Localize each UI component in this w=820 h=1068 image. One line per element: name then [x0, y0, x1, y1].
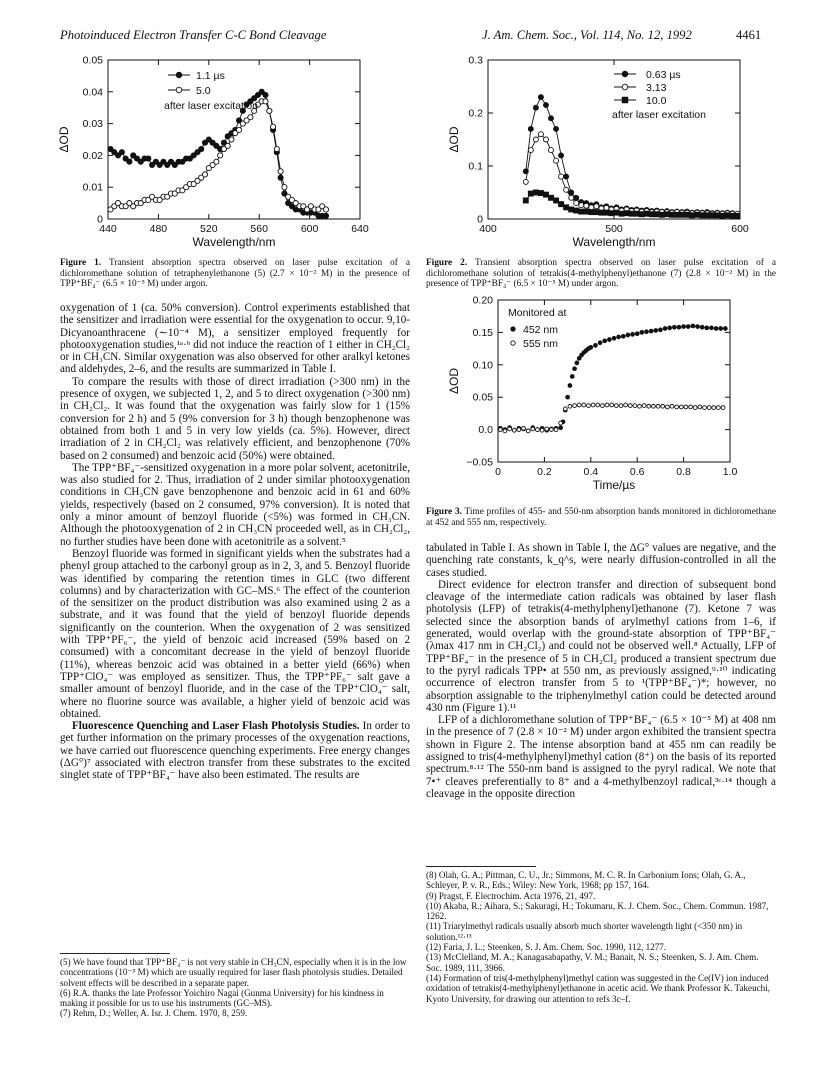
data-point [574, 201, 579, 206]
footnote: (11) Triarylmethyl radicals usually absorb much shorter wavelength light (<350 nm) in solution.¹²·¹³ [426, 921, 743, 942]
x-tick-label: 0.4 [583, 466, 599, 478]
data-point [624, 403, 628, 407]
figure-1-caption [60, 258, 410, 290]
data-point [574, 208, 579, 213]
x-tick-label: 0 [495, 466, 501, 478]
data-point [723, 327, 727, 331]
data-point [622, 97, 628, 103]
paragraph: To compare the results with those of direct irradiation (>300 nm) in the presence of oxygen, we subjected 1, 2, and 5 to direct oxygenation (>300 nm) in CH₂Cl₂. It was found that the oxygenation was fairly slow for 1 (15% conversion for 2 h) and 5 (9% conversion for 3 h) though benzophenone was obtained from both 1 and 5 in very low yields (ca. 5%). However, direct irradiation of 2 in CH₂Cl₂ was relatively efficient, and benzophenone (70% based on 2 consumed) and benzoic acid (50%) were obtained. [60, 375, 410, 462]
data-point [512, 428, 516, 432]
data-point [698, 405, 702, 409]
data-point [604, 210, 609, 215]
data-point [263, 99, 268, 104]
data-point [710, 213, 715, 218]
data-point [689, 405, 693, 409]
x-tick-label: 520 [200, 223, 218, 235]
data-point [591, 403, 595, 407]
plot-frame [488, 60, 740, 219]
y-tick-label: 0.04 [82, 86, 103, 99]
paragraph: Benzoyl fluoride was formed in significant yields when the substrates had a phenyl group attached to the carbonyl group as in 2, 3, and 5. Benzoyl fluoride was identified by comparing the retention times in GLC (two different columns) and by characterization with GC–MS.⁶ The effect of the counterion of the sensitizer on the product distribution was also examined using 2 as a substrate, and it was found that the yield of benzoyl fluoride depends significantly on the counterion. When the oxygenation of 2 was sensitized with TPP⁺PF₆⁻, the yield of benzoic acid increased (59% based on 2 consumed) with a concomitant decrease in the yield of benzoyl fluoride (11%), whereas benzoic acid was obtained in a better yield (66%) when TPP⁺ClO₄⁻ was employed as sensitizer. Thus, the TPP⁺PF₆⁻ salt gave a smaller amount of benzoyl fluoride, and in the case of the TPP⁺ClO₄⁻ salt, where no fluorine source was available, a higher yield of benzoic acid was obtained. [60, 547, 410, 720]
y-tick-label: 0.1 [468, 160, 483, 173]
legend-label: 3.13 [646, 82, 667, 94]
data-point [522, 426, 526, 430]
x-tick-label: 0.2 [537, 466, 552, 478]
y-tick-label: 0.05 [82, 54, 103, 67]
data-point [629, 211, 634, 216]
data-point [604, 205, 609, 210]
figure-3-caption-lead: Figure 3. [426, 507, 462, 517]
data-point [536, 428, 540, 432]
y-tick-label: 0.0 [478, 424, 493, 437]
data-point [695, 212, 700, 217]
x-axis-label: Wavelength/nm [192, 235, 276, 249]
data-point [554, 158, 559, 163]
data-point [605, 403, 609, 407]
footnote: (13) McClelland, M. A.; Kanagasabapathy, V. M.; Banait, N. S.; Steenken, S. J. Am. Chem. Soc. 1989, 111, 3966. [426, 952, 759, 973]
section-heading: Fluorescence Quenching and Laser Flash Photolysis Studies. [72, 720, 360, 733]
data-point [664, 212, 669, 217]
y-tick-label: 0.03 [82, 118, 103, 131]
legend-label: 0.63 µs [646, 69, 681, 81]
data-point [559, 202, 564, 207]
y-tick-label: 0.05 [472, 391, 493, 404]
data-point [517, 428, 521, 432]
left-column-body [60, 302, 410, 782]
footnote: (14) Formation of tris(4-methylphenyl)methyl cation was suggested in the Ce(IV) ion induced oxidation of tetrakis(4-methylphenyl)ethanone in acetic acid. We thank Professor K. Takeuchi, Kyoto University, for drawing our attention to refs 3c–f. [426, 972, 771, 1004]
data-point [717, 406, 721, 410]
data-point [282, 185, 287, 190]
data-point [579, 209, 584, 214]
figure-1-caption-text: Transient absorption spectra observed on laser pulse excitation of a dichloromethane solution of tetraphenylethanone (5) (2.7 × 10⁻² M) in the presence of TPP⁺BF₄⁻ (6.5 × 10⁻⁵ M) under argon. [60, 258, 410, 290]
data-point [278, 169, 283, 174]
data-point [267, 108, 272, 113]
data-point [672, 325, 676, 329]
data-point [598, 341, 602, 345]
data-point [563, 407, 567, 411]
footnote: (7) Rehm, D.; Weller, A. Isr. J. Chem. 1970, 8, 259. [60, 1008, 248, 1019]
paragraph [60, 720, 410, 781]
y-axis-label: ΔOD [57, 126, 71, 153]
data-point [543, 192, 548, 197]
data-point [270, 124, 275, 129]
x-tick-label: 600 [300, 223, 319, 235]
data-point [538, 132, 543, 137]
data-point [596, 403, 600, 407]
data-point [554, 126, 559, 131]
data-point [511, 341, 515, 345]
footnote-rule [60, 953, 170, 954]
y-tick-label: 0.2 [468, 107, 483, 120]
y-tick-label: 0.15 [472, 326, 493, 339]
data-point [568, 404, 572, 408]
data-point [720, 213, 725, 218]
data-point [696, 325, 700, 329]
data-point [564, 174, 569, 179]
data-point [633, 404, 637, 408]
footnote-rule [426, 866, 536, 867]
x-tick-label: 1.0 [722, 466, 738, 478]
data-point [645, 330, 649, 334]
legend-label: 1.1 µs [196, 70, 225, 82]
legend-label: 5.0 [196, 85, 211, 97]
data-point [640, 331, 644, 335]
data-point [639, 212, 644, 217]
data-point [549, 148, 554, 153]
data-point [679, 405, 683, 409]
footnote: (6) R.A. thanks the late Professor Yoichiro Nagai (Gunma University) for his kindness in making it possible for us to use his instruments (GC–MS). [60, 987, 384, 1009]
data-point [665, 405, 669, 409]
data-point [577, 403, 581, 407]
data-point [690, 213, 695, 218]
data-point [582, 403, 586, 407]
footnote: (8) Olah, G. A.; Pittman, C. U., Jr.; Simmons, M. C. R. In Carbonium Ions; Olah, G. A., Schleyer, P. v. R., Eds.; Wiley: New York, 1968; pp 157, 164. [426, 870, 746, 891]
data-point [714, 327, 718, 331]
data-point [533, 137, 538, 142]
data-point [684, 405, 688, 409]
figure-3-caption [426, 507, 776, 528]
y-tick-label: 0 [97, 213, 103, 226]
data-point [735, 213, 740, 218]
data-point [559, 174, 564, 179]
data-point [589, 345, 593, 349]
data-point [649, 329, 653, 333]
data-point [274, 146, 279, 151]
data-point [579, 203, 584, 208]
x-tick-label: 600 [731, 223, 749, 235]
data-point [668, 326, 672, 330]
data-point [705, 213, 710, 218]
data-point [663, 327, 667, 331]
y-axis-label: ΔOD [447, 367, 461, 395]
data-point [659, 212, 664, 217]
page-number: 4461 [736, 28, 762, 42]
data-point [587, 404, 591, 408]
data-point [707, 406, 711, 410]
figure-1-chart [57, 50, 390, 255]
y-tick-label: 0.10 [472, 359, 493, 372]
data-point [584, 209, 589, 214]
data-point [543, 103, 548, 108]
data-point [680, 212, 685, 217]
data-point [617, 335, 621, 339]
figure-3-caption-text: Time profiles of 455- and 550-nm absorption bands monitored in dichloromethane at 452 and 555 nm, respectively. [426, 507, 777, 528]
data-point [538, 95, 543, 100]
data-point [594, 343, 598, 347]
data-point [559, 153, 564, 158]
paragraph: The TPP⁺BF₄⁻-sensitized oxygenation in a more polar solvent, acetonitrile, was also studied for 2. Thus, irradiation of 2 under similar photooxygenation conditions in CH₃CN gave benzophenone and benzoic acid in 61 and 60% yields, respectively (based on 2 consumed, 97% conversion). It is noted that only a minor amount of benzoyl fluoride (<5%) was formed in CH₃CN. Although the photooxygenation of 2 in CH₃CN proceeded well, as in CH₂Cl₂, no further studies have been done with acetonitrile as a solvent.⁵ [60, 461, 410, 548]
data-point [693, 406, 697, 410]
paragraph: Direct evidence for electron transfer and direction of subsequent bond cleavage of the intermediate cation radicals was obtained by laser flash photolysis (LFP) of tetrakis(4-methylphenyl)ethanone (7). Ketone 7 was selected since the absorption bands of arylmethyl cations from 1–6, if generated, would overlap with the ground-state absorption of TPP⁺BF₄⁻ (λmax 417 nm in CH₂Cl₂) and could not be observed well.⁸ Actually, LFP of TPP⁺BF₄⁻ in the presence of 5 in CH₂Cl₂ produced a transient spectrum due to the pyryl radicals TPP• at 550 nm, as previously assigned,⁹·¹⁰ indicating occurrence of electron transfer from 5 to ¹(TPP⁺BF₄⁻)*; however, no absorption assignable to the triphenylmethyl cation could be detected around 430 nm (Figure 1).¹¹ [426, 578, 776, 714]
x-tick-label: 0.6 [629, 466, 645, 478]
data-point [647, 404, 651, 408]
legend-note: after laser excitation [612, 109, 706, 121]
left-footnotes [60, 957, 410, 1019]
data-point [675, 212, 680, 217]
data-point [601, 404, 605, 408]
legend-label: 452 nm [523, 324, 559, 336]
data-point [559, 421, 563, 425]
figure-2-caption-lead: Figure 2. [426, 258, 468, 268]
data-point [700, 213, 705, 218]
data-point [564, 205, 569, 210]
data-point [146, 156, 151, 161]
data-point [631, 332, 635, 336]
data-point [218, 153, 223, 158]
footnote: (12) Faria, J. L.; Steenken, S. J. Am. Chem. Soc. 1990, 112, 1277. [426, 942, 667, 953]
x-tick-label: 480 [149, 223, 168, 235]
y-tick-label: 0.02 [82, 149, 103, 162]
data-point [584, 203, 589, 208]
footnote: (5) We have found that TPP⁺BF₄⁻ is not very stable in CH₃CN, especially when it is in the low concentrations (10⁻⁵ M) which are usually required for laser flash photolysis studies. Detailed solvent effects will be described in a separate paper. [60, 957, 407, 988]
paragraph: oxygenation of 1 (ca. 50% conversion). Control experiments established that the sensitizer and irradiation were essential for the oxygenation to occur. 9,10-Dicyanoanthracene (∼10⁻⁴ M), a sensitizer employed frequently for photooxygenation studies,¹ᵃ·ᵇ did not induce the reaction of 1 either in CH₂Cl₂ or in CH₃CN. Similar oxygenation was also observed for other aralkyl ketones and aldehydes, 2–6, and the results are summarized in Table I. [60, 302, 410, 376]
data-point [619, 211, 624, 216]
right-column-body [426, 542, 776, 800]
data-point [554, 198, 559, 203]
data-point [715, 213, 720, 218]
figure-2-caption [426, 258, 776, 290]
data-point [661, 404, 665, 408]
data-point [654, 329, 658, 333]
data-point [569, 195, 574, 200]
data-point [686, 325, 690, 329]
y-tick-label: 0 [477, 213, 483, 226]
data-point [523, 179, 528, 184]
data-point [528, 191, 533, 196]
data-point [323, 207, 328, 212]
data-point [656, 404, 660, 408]
legend-title: Monitored at [508, 307, 567, 319]
data-point [533, 190, 538, 195]
data-point [508, 427, 512, 431]
footnote: (10) Akaba, R.; Aihara, S.; Sakuragi, H.; Tokumaru, K. J. Chem. Soc., Chem. Commun. 1987, 1262. [426, 900, 769, 922]
data-point [710, 326, 714, 330]
data-point [721, 406, 725, 410]
paragraph: tabulated in Table I. As shown in Table I, the ΔG° values are negative, and the quenching rate constants, k_q^s, were nearly diffusion-controlled in all the cases studied. [426, 542, 776, 579]
data-point [682, 325, 686, 329]
data-point [569, 207, 574, 212]
data-point [564, 187, 569, 192]
running-header-journal: J. Am. Chem. Soc., Vol. 114, No. 12, 1992 [482, 28, 692, 42]
data-point [573, 367, 577, 371]
x-tick-label: 0.8 [676, 466, 691, 478]
x-axis-label: Wavelength/nm [572, 235, 656, 249]
data-point [607, 338, 611, 342]
figure-3-chart [447, 290, 770, 502]
x-tick-label: 560 [250, 223, 268, 235]
data-point [545, 427, 549, 431]
data-point [248, 115, 253, 120]
data-point [236, 127, 241, 132]
x-tick-label: 500 [605, 223, 623, 235]
data-point [533, 105, 538, 110]
figure-2-chart [447, 50, 770, 255]
data-point [669, 212, 674, 217]
x-axis-label: Time/µs [592, 478, 636, 492]
data-point [599, 210, 604, 215]
data-point [634, 211, 639, 216]
data-point [511, 327, 515, 331]
data-point [526, 429, 530, 433]
data-point [670, 404, 674, 408]
data-point [176, 87, 182, 93]
data-point [575, 361, 579, 365]
data-point [612, 336, 616, 340]
data-point [609, 211, 614, 216]
data-point [214, 159, 219, 164]
data-point [619, 404, 623, 408]
data-point [323, 213, 328, 218]
data-point [649, 212, 654, 217]
data-point [566, 395, 570, 399]
data-point [700, 325, 704, 329]
data-point [589, 210, 594, 215]
data-point [635, 332, 639, 336]
data-point [691, 324, 695, 328]
data-point [503, 429, 507, 433]
data-point [642, 404, 646, 408]
data-point [614, 404, 618, 408]
data-point [127, 159, 132, 164]
data-point [719, 327, 723, 331]
paragraph: LFP of a dichloromethane solution of TPP⁺BF₄⁻ (6.5 × 10⁻⁵ M) at 408 nm in the presence of 7 (2.8 × 10⁻² M) under argon exhibited the transient spectra shown in Figure 2. The intense absorption band at 455 nm can readily be assigned to tris(4-methylphenyl)methyl cation (8⁺) on the basis of its reported spectrum.⁸·¹² The 550-nm band is assigned to the pyryl radical. We note that 7•⁺ cleaves preferentially to 8⁺ and a 4-methylbenzoyl radical,³ᶜ·¹⁴ though a cleavage in the opposite direction [426, 714, 776, 800]
data-point [594, 210, 599, 215]
data-point [610, 403, 614, 407]
figure-2-caption-text: Transient absorption spectra observed on laser pulse excitation of a dichloromethane solution of tetrakis(4-methylphenyl)ethanone (7) (2.8 × 10⁻² M) in the presence of TPP⁺BF₄⁻ (6.5 × 10⁻⁵ M) under argon. [426, 258, 776, 290]
data-point [559, 426, 563, 430]
data-point [573, 404, 577, 408]
data-point [652, 404, 656, 408]
data-point [498, 428, 502, 432]
data-point [603, 339, 607, 343]
data-point [528, 148, 533, 153]
data-point [622, 71, 628, 77]
data-point [624, 211, 629, 216]
footnote: (9) Pragst, F. Electrochim. Acta 1976, 21, 497. [426, 890, 596, 901]
x-tick-label: 440 [99, 223, 117, 235]
data-point [677, 325, 681, 329]
data-point [568, 384, 572, 388]
data-point [659, 328, 663, 332]
legend-label: 555 nm [523, 338, 559, 350]
data-point [675, 405, 679, 409]
data-point [712, 406, 716, 410]
running-header-left: Photoinduced Electron Transfer C-C Bond Cleavage [60, 28, 327, 42]
legend-note: after laser excitation [164, 100, 258, 112]
x-tick-label: 640 [351, 223, 369, 235]
y-axis-label: ΔOD [447, 126, 461, 153]
data-point [199, 146, 204, 151]
data-point [549, 116, 554, 121]
data-point [628, 404, 632, 408]
right-footnotes [426, 870, 776, 1004]
data-point [119, 150, 124, 155]
data-point [263, 92, 268, 97]
data-point [594, 204, 599, 209]
y-tick-label: 0.3 [468, 54, 483, 67]
legend-label: 10.0 [646, 95, 667, 107]
data-point [523, 198, 528, 203]
data-point [538, 191, 543, 196]
data-point [614, 210, 619, 215]
data-point [202, 172, 207, 177]
data-point [685, 212, 690, 217]
data-point [621, 334, 625, 338]
data-point [705, 326, 709, 330]
data-point [549, 195, 554, 200]
data-point [570, 375, 574, 379]
data-point [622, 84, 628, 90]
paragraph-text: In order to get further information on the primary processes of the oxygenation reactions, we have carried out fluorescence quenching experiments. Free energy changes (ΔG°)⁷ associated with electron transfer from these substrates to the excited singlet state of TPP⁺BF₄⁻ have also been estimated. The results are [60, 720, 411, 782]
figure-1-caption-lead: Figure 1. [60, 258, 102, 268]
data-point [554, 428, 558, 432]
data-point [725, 213, 730, 218]
data-point [540, 428, 544, 432]
data-point [730, 213, 735, 218]
data-point [176, 72, 182, 78]
y-tick-label: −0.05 [466, 456, 493, 469]
data-point [654, 212, 659, 217]
data-point [589, 205, 594, 210]
data-point [644, 211, 649, 216]
data-point [543, 137, 548, 142]
data-point [574, 195, 579, 200]
data-point [549, 428, 553, 432]
x-tick-label: 400 [479, 223, 497, 235]
data-point [531, 427, 535, 431]
data-point [626, 333, 630, 337]
data-point [225, 143, 230, 148]
y-tick-label: 0.20 [472, 294, 493, 307]
data-point [528, 126, 533, 131]
data-point [229, 137, 234, 142]
data-point [638, 404, 642, 408]
y-tick-label: 0.01 [82, 181, 103, 194]
data-point [703, 406, 707, 410]
